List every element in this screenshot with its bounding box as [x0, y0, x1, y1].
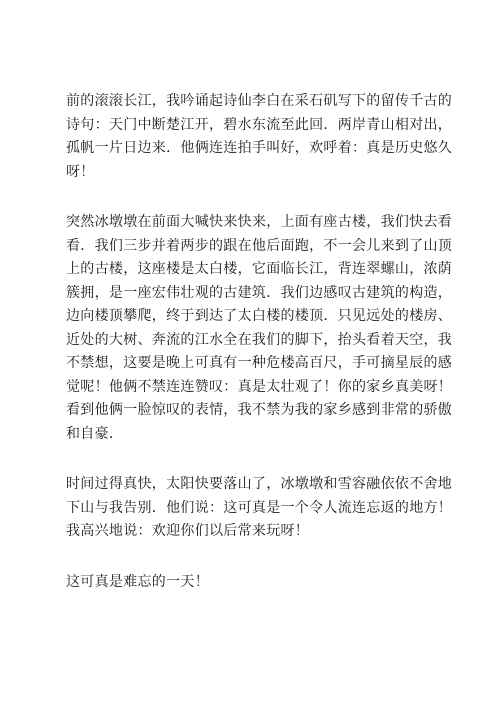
document-body: [66, 90, 453, 621]
text-line: 下山与我告别．他们说：这可真是一个令人流连忘返的地方！: [66, 499, 453, 516]
paragraph-3: [66, 473, 453, 544]
text-line: 近处的大树、奔流的江水全在我们的脚下，抬头看着天空，我: [66, 331, 453, 348]
text-line: 诗句：天门中断楚江开，碧水东流至此回．两岸青山相对出，: [66, 116, 453, 133]
text-line: 不禁想，这要是晚上可真有一种危楼高百尺，手可摘星辰的感: [66, 355, 453, 371]
text-line: 看到他俩一脸惊叹的表情，我不禁为我的家乡感到非常的骄傲: [66, 402, 453, 418]
text-line: 这可真是难忘的一天！: [66, 573, 209, 590]
paragraph-4: [66, 571, 444, 595]
text-line: 看．我们三步并着两步的跟在他后面跑，不一会儿来到了山顶: [66, 237, 453, 254]
text-line: 和自豪．: [66, 425, 124, 442]
text-line: 簇拥，是一座宏伟壮观的古建筑．我们边感叹古建筑的构造，: [66, 284, 453, 301]
text-line: 孤帆一片日边来．他俩连连拍手叫好，欢呼着：真是历史悠久: [66, 140, 453, 156]
text-line: 觉呢！他俩不禁连连赞叹：真是太壮观了！你的家乡真美呀！: [66, 378, 453, 395]
text-line: 前的滚滚长江，我吟诵起诗仙李白在采石矶写下的留传千古的: [66, 93, 453, 109]
text-line: 上的古楼，这座楼是太白楼，它面临长江，背连翠螺山，浓荫: [66, 261, 453, 277]
text-line: 边向楼顶攀爬，终于到达了太白楼的楼顶．只见远处的楼房、: [66, 308, 453, 324]
text-line: 呀！: [66, 163, 95, 180]
paragraph-1: [66, 90, 453, 184]
text-line: 时间过得真快，太阳快要落山了，冰墩墩和雪容融依依不舍地: [66, 476, 453, 492]
paragraph-2: [66, 211, 453, 446]
text-line: 突然冰墩墩在前面大喊快来快来，上面有座古楼，我们快去看: [66, 214, 453, 230]
text-line: 我高兴地说：欢迎你们以后常来玩呀！: [66, 523, 310, 539]
